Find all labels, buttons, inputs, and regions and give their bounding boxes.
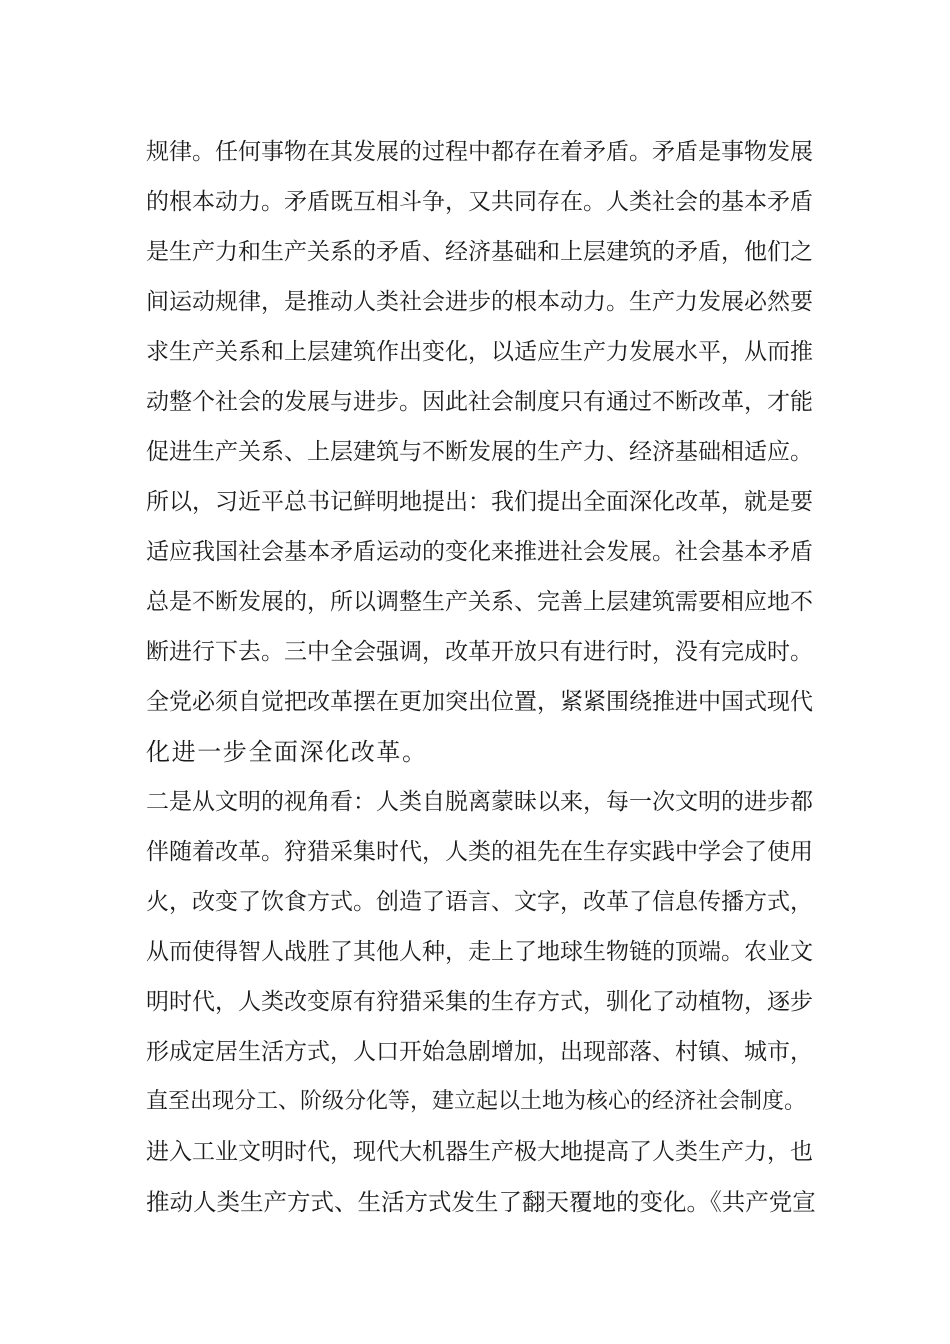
text-line: 的根本动力。矛盾既互相斗争，又共同存在。人类社会的基本矛盾 <box>146 189 813 215</box>
text-line: 求生产关系和上层建筑作出变化，以适应生产力发展水平，从而推 <box>146 339 813 365</box>
text-line: 是生产力和生产关系的矛盾、经济基础和上层建筑的矛盾，他们之 <box>146 239 813 265</box>
text-line: 伴随着改革。狩猎采集时代，人类的祖先在生存实践中学会了使用 <box>146 839 813 865</box>
text-line: 断进行下去。三中全会强调，改革开放只有进行时，没有完成时。 <box>146 639 813 665</box>
text-line: 全党必须自觉把改革摆在更加突出位置，紧紧围绕推进中国式现代 <box>146 689 813 715</box>
text-line: 推动人类生产方式、生活方式发生了翻天覆地的变化。《共产党宣 <box>146 1188 816 1216</box>
text-line: 形成定居生活方式，人口开始急剧增加，出现部落、村镇、城市， <box>146 1039 813 1065</box>
text-line: 明时代，人类改变原有狩猎采集的生存方式，驯化了动植物，逐步 <box>146 989 813 1015</box>
text-line: 二是从文明的视角看：人类自脱离蒙昧以来，每一次文明的进步都 <box>146 789 813 815</box>
text-line: 适应我国社会基本矛盾运动的变化来推进社会发展。社会基本矛盾 <box>146 539 813 565</box>
text-line: 进入工业文明时代，现代大机器生产极大地提高了人类生产力，也 <box>146 1139 813 1165</box>
text-line: 所以，习近平总书记鲜明地提出：我们提出全面深化改革，就是要 <box>146 489 813 515</box>
text-line: 化进一步全面深化改革。 <box>146 738 428 766</box>
text-line: 促进生产关系、上层建筑与不断发展的生产力、经济基础相适应。 <box>146 439 813 465</box>
text-line: 动整个社会的发展与进步。因此社会制度只有通过不断改革，才能 <box>146 389 813 415</box>
text-line: 直至出现分工、阶级分化等，建立起以土地为核心的经济社会制度。 <box>146 1089 807 1114</box>
text-line: 火，改变了饮食方式。创造了语言、文字，改革了信息传播方式， <box>146 889 813 915</box>
text-line: 规律。任何事物在其发展的过程中都存在着矛盾。矛盾是事物发展 <box>146 139 813 165</box>
text-line: 从而使得智人战胜了其他人种，走上了地球生物链的顶端。农业文 <box>146 939 813 965</box>
text-line: 间运动规律，是推动人类社会进步的根本动力。生产力发展必然要 <box>146 289 813 315</box>
text-line: 总是不断发展的，所以调整生产关系、完善上层建筑需要相应地不 <box>146 589 813 615</box>
